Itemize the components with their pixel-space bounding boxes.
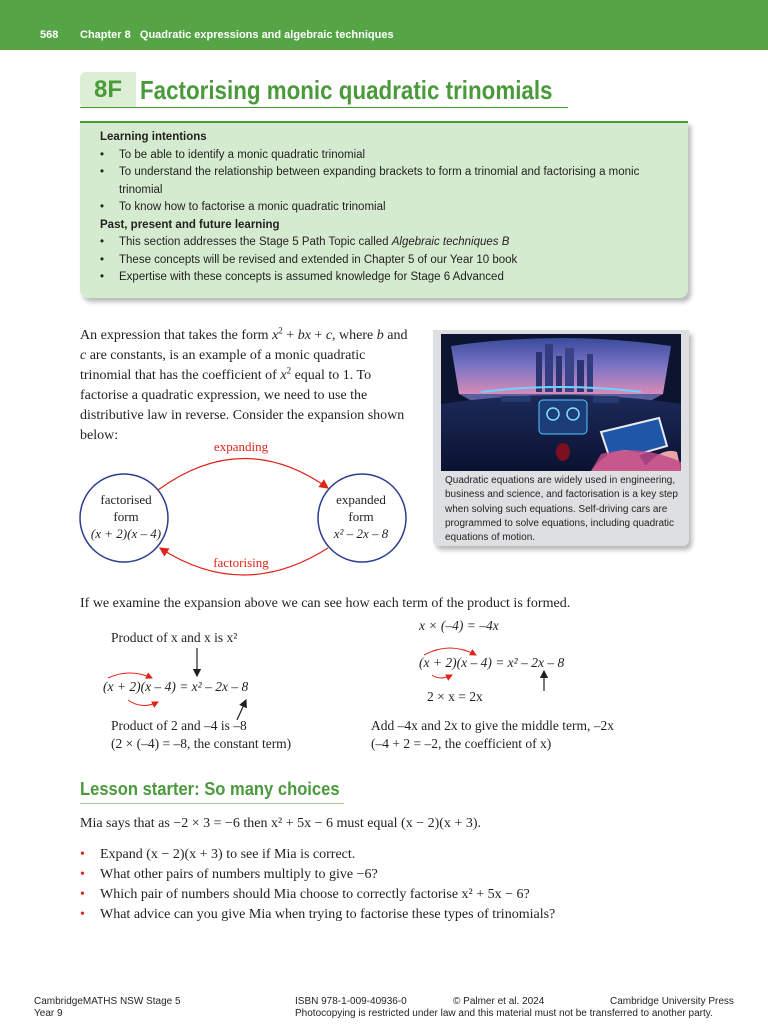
x-times-minus-four: x × (–4) = –4x bbox=[419, 618, 499, 633]
constant-term-note: (2 × (–4) = –8, the constant term) bbox=[111, 736, 292, 751]
list-item: • Expertise with these concepts is assumed knowledge for Stage 6 Advanced bbox=[100, 269, 680, 287]
lesson-starter-title: Lesson starter: So many choices bbox=[80, 779, 340, 799]
middle-term-note: Add –4x and 2x to give the middle term, –2x bbox=[371, 718, 614, 733]
learning-intentions-heading: Learning intentions bbox=[100, 131, 207, 143]
factorised-label: factorised bbox=[100, 492, 152, 507]
right-expression: (x + 2)(x – 4) = x² – 2x – 8 bbox=[419, 655, 565, 670]
title-underline bbox=[80, 107, 568, 108]
intro-paragraph: An expression that takes the form $x^2$ + bx + c, where b and c are constants, is an example of a monic quadratic trinomial that has the coefficient of $x^2$ equal to 1. To factorise a quadratic expression, we need to use the distributive law in reverse. Consider the expansion shown below: bbox=[80, 325, 408, 443]
list-item: • This section addresses the Stage 5 Path Topic called Algebraic techniques B bbox=[100, 234, 680, 252]
footer-copyright: © Palmer et al. 2024 bbox=[453, 996, 545, 1007]
lesson-starter-intro: Mia says that as −2 × 3 = −6 then x² + 5x − 6 must equal (x − 2)(x + 3). bbox=[80, 816, 481, 831]
list-item: • To understand the relationship between expanding brackets to form a trinomial and factorising a monic trinomial bbox=[100, 164, 680, 199]
list-item: • What advice can you give Mia when trying to factorise these types of trinomials? bbox=[80, 905, 555, 925]
list-item: • Which pair of numbers should Mia choose to correctly factorise x² + 5x − 6? bbox=[80, 885, 555, 905]
list-item: • These concepts will be revised and extended in Chapter 5 of our Year 10 book bbox=[100, 252, 680, 270]
photo-card bbox=[433, 330, 689, 546]
two-times-x: 2 × x = 2x bbox=[427, 689, 483, 704]
expanding-arrow bbox=[158, 458, 328, 490]
examine-sentence: If we examine the expansion above we can see how each term of the product is formed. bbox=[80, 596, 571, 611]
lesson-starter-underline bbox=[80, 803, 344, 804]
product-constants-note: Product of 2 and –4 is –8 bbox=[111, 718, 247, 733]
coefficient-note: (–4 + 2 = –2, the coefficient of x) bbox=[371, 736, 552, 751]
list-item: • Expand (x − 2)(x + 3) to see if Mia is correct. bbox=[80, 845, 555, 865]
learning-intentions-box bbox=[80, 121, 688, 298]
self-driving-car-image bbox=[441, 334, 681, 471]
expand-factorise-diagram bbox=[78, 432, 418, 582]
section-title: Factorising monic quadratic trinomials bbox=[140, 74, 553, 105]
section-number: 8F bbox=[80, 72, 136, 108]
past-present-list bbox=[100, 234, 680, 287]
factorised-expression: (x + 2)(x – 4) bbox=[90, 526, 162, 541]
footer-book-title: CambridgeMATHS NSW Stage 5 bbox=[34, 996, 181, 1007]
list-item: • To be able to identify a monic quadratic trinomial bbox=[100, 147, 680, 165]
product-x-x-note: Product of x and x is x² bbox=[111, 630, 238, 645]
left-expression: (x + 2)(x – 4) = x² – 2x – 8 bbox=[103, 679, 249, 694]
footer-isbn: ISBN 978-1-009-40936-0 bbox=[295, 996, 407, 1007]
footer-notice: Photocopying is restricted under law and this material must not be transferred to another party. bbox=[295, 1008, 713, 1019]
footer-publisher: Cambridge University Press bbox=[610, 996, 734, 1007]
page-number: 568 bbox=[40, 29, 59, 41]
chapter-title: Chapter 8 Quadratic expressions and algebraic techniques bbox=[80, 29, 394, 41]
form-label: form bbox=[348, 509, 374, 524]
lesson-starter-questions bbox=[80, 845, 555, 925]
learning-intentions-list bbox=[100, 147, 680, 217]
form-label: form bbox=[113, 509, 139, 524]
footer-year: Year 9 bbox=[34, 1008, 63, 1019]
list-item: • To know how to factorise a monic quadratic trinomial bbox=[100, 199, 680, 217]
factorising-label: factorising bbox=[213, 555, 269, 570]
expanded-label: expanded bbox=[336, 492, 386, 507]
topic-name: Algebraic techniques B bbox=[391, 236, 510, 248]
past-present-heading: Past, present and future learning bbox=[100, 218, 280, 231]
chapter-header-bar bbox=[0, 0, 768, 50]
expanding-label: expanding bbox=[213, 439, 269, 454]
photo-caption: Quadratic equations are widely used in engineering, business and science, and factorisation is a key step when solving such equations. Self-driving cars are programmed to solve equations, including quadratic equations of motion. bbox=[445, 475, 678, 544]
expanded-expression: x² – 2x – 8 bbox=[333, 526, 389, 541]
list-item: • What other pairs of numbers multiply to give −6? bbox=[80, 865, 555, 885]
